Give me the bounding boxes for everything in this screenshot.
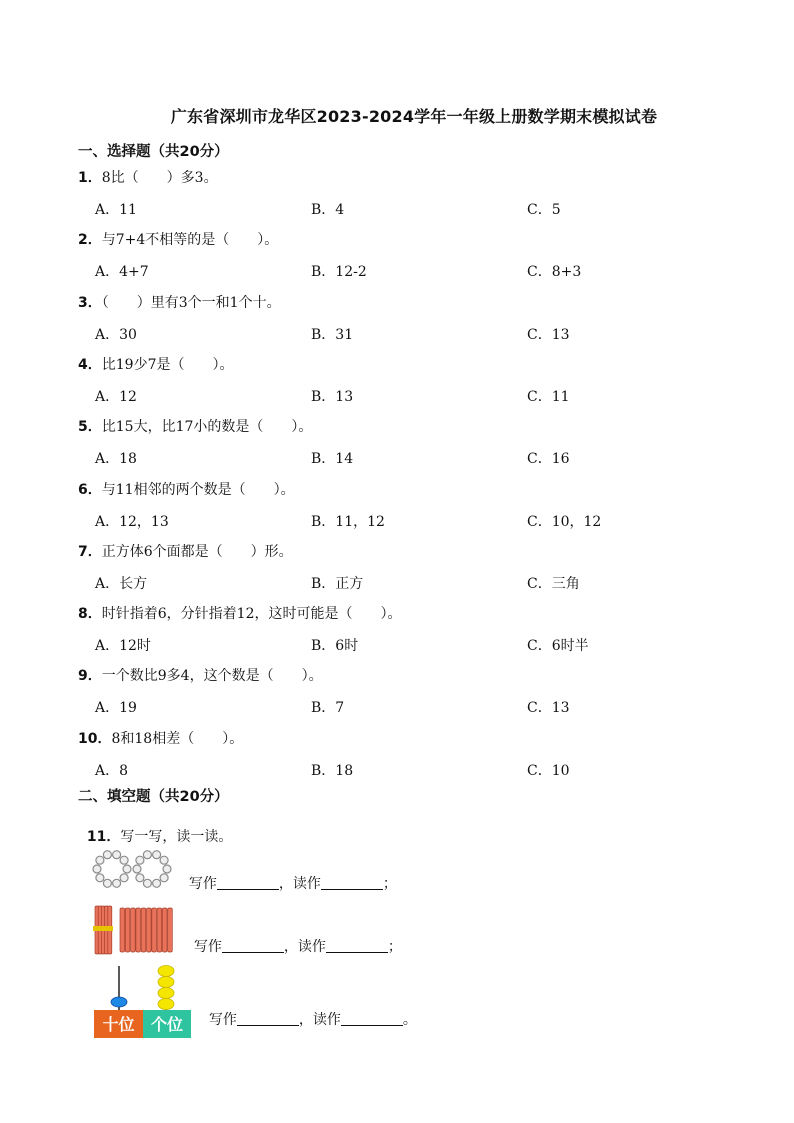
tens-label: 十位 [102, 1015, 135, 1034]
bead [136, 856, 144, 864]
question-text: 8和18相差（ ）。 [111, 731, 244, 747]
page-title: 广东省深圳市龙华区2023-2024学年一年级上册数学期末模拟试卷 [170, 107, 658, 126]
option-C[interactable]: C．三角 [527, 576, 580, 592]
bundle-band [93, 926, 113, 931]
bead [103, 851, 111, 859]
section-heading-choice: 一、选择题（共20分） [78, 144, 229, 160]
question-10 [78, 728, 243, 748]
loose-stick [131, 908, 136, 952]
fill-line-3: 写作 ，读作 。 [208, 1012, 417, 1028]
option-A[interactable]: A．19 [95, 700, 137, 716]
bead [153, 851, 161, 859]
question-3 [78, 292, 281, 312]
option-B[interactable]: B．12-2 [311, 264, 367, 280]
option-B[interactable]: B．11，12 [311, 514, 385, 530]
ones-bead [158, 988, 174, 999]
question-number: 6． [78, 482, 102, 498]
option-C[interactable]: C．16 [527, 451, 570, 467]
bead [163, 865, 171, 873]
option-A[interactable]: A．8 [95, 763, 129, 779]
question-text: （ ）里有3个一和1个十。 [101, 295, 281, 311]
question-8 [78, 603, 401, 623]
option-C[interactable]: C．13 [527, 327, 570, 343]
stick-bundle-image [92, 904, 176, 956]
question-2 [78, 229, 278, 249]
option-A[interactable]: A．30 [95, 327, 137, 343]
answer-blank[interactable] [326, 938, 388, 953]
bead [96, 874, 104, 882]
option-B[interactable]: B．6时 [311, 638, 359, 654]
question-4 [78, 354, 233, 374]
answer-blank[interactable] [321, 875, 383, 890]
option-B[interactable]: B．18 [311, 763, 354, 779]
option-B[interactable]: B．4 [311, 202, 345, 218]
ones-bead [158, 977, 174, 988]
question-number: 10． [78, 731, 112, 747]
question-1 [78, 167, 218, 187]
question-text: 比19少7是（ ）。 [101, 357, 234, 373]
question-number: 3． [78, 295, 102, 311]
question-number: 7． [78, 544, 102, 560]
loose-stick [141, 908, 146, 952]
question-number: 2． [78, 232, 102, 248]
option-B[interactable]: B．13 [311, 389, 354, 405]
loose-stick [168, 908, 173, 952]
option-A[interactable]: A．12，13 [95, 514, 169, 530]
ones-bead [158, 999, 174, 1010]
bead [160, 874, 168, 882]
option-B[interactable]: B．7 [311, 700, 345, 716]
option-A[interactable]: A．12时 [95, 638, 151, 654]
bead [143, 851, 151, 859]
question-number: 11． [86, 829, 121, 845]
ones-label: 个位 [150, 1015, 184, 1034]
bead [113, 851, 121, 859]
question-text: 时针指着6，分针指着12，这时可能是（ ）。 [101, 606, 402, 622]
loose-stick [147, 908, 152, 952]
option-B[interactable]: B．正方 [311, 576, 364, 592]
fill-line-1: 写作 ，读作 ； [188, 876, 397, 892]
loose-stick [120, 908, 125, 952]
question-number: 4． [78, 357, 102, 373]
option-A[interactable]: A．18 [95, 451, 137, 467]
question-6 [78, 479, 295, 499]
option-A[interactable]: A．长方 [95, 576, 148, 592]
answer-blank[interactable] [237, 1011, 299, 1026]
bead [96, 856, 104, 864]
ones-bead [158, 966, 174, 977]
option-C[interactable]: C．8+3 [527, 264, 582, 280]
option-A[interactable]: A．12 [95, 389, 137, 405]
question-11 [78, 810, 232, 846]
question-number: 5． [78, 419, 102, 435]
option-C[interactable]: C．5 [527, 202, 561, 218]
question-5 [78, 416, 312, 436]
option-A[interactable]: A．11 [95, 202, 137, 218]
bead [93, 865, 101, 873]
question-7 [78, 541, 293, 561]
question-number: 1． [78, 170, 102, 186]
question-number: 9． [78, 668, 102, 684]
option-B[interactable]: B．14 [311, 451, 354, 467]
loose-stick [136, 908, 141, 952]
bead [103, 879, 111, 887]
section-heading-fill: 二、填空题（共20分） [78, 789, 229, 805]
question-9 [78, 665, 323, 685]
question-text: 与11相邻的两个数是（ ）。 [101, 482, 295, 498]
bead [123, 865, 131, 873]
question-text: 比15大，比17小的数是（ ）。 [101, 419, 313, 435]
tens-bead [111, 997, 127, 1007]
option-C[interactable]: C．10，12 [527, 514, 602, 530]
option-C[interactable]: C．10 [527, 763, 570, 779]
bead [113, 879, 121, 887]
bead [120, 856, 128, 864]
bead [133, 865, 141, 873]
question-text: 正方体6个面都是（ ）形。 [101, 544, 293, 560]
bead [160, 856, 168, 864]
option-C[interactable]: C．6时半 [527, 638, 589, 654]
bead [136, 874, 144, 882]
bead [153, 879, 161, 887]
question-number: 8． [78, 606, 102, 622]
option-C[interactable]: C．13 [527, 700, 570, 716]
loose-stick [162, 908, 167, 952]
abacus-image [94, 962, 192, 1040]
question-text: 8比（ ）多3。 [101, 170, 218, 186]
option-B[interactable]: B．31 [311, 327, 354, 343]
bead [120, 874, 128, 882]
loose-stick [157, 908, 162, 952]
answer-blank[interactable] [217, 875, 279, 890]
question-text: 与7+4不相等的是（ ）。 [101, 232, 279, 248]
loose-stick [125, 908, 130, 952]
question-text: 写一写，读一读。 [120, 829, 233, 845]
option-A[interactable]: A．4+7 [95, 264, 149, 280]
option-C[interactable]: C．11 [527, 389, 570, 405]
bead-rings-image [92, 848, 174, 890]
question-text: 一个数比9多4，这个数是（ ）。 [101, 668, 323, 684]
answer-blank[interactable] [341, 1011, 403, 1026]
fill-line-2: 写作 ，读作 ； [193, 939, 402, 955]
loose-stick [152, 908, 157, 952]
answer-blank[interactable] [222, 938, 284, 953]
bead [143, 879, 151, 887]
